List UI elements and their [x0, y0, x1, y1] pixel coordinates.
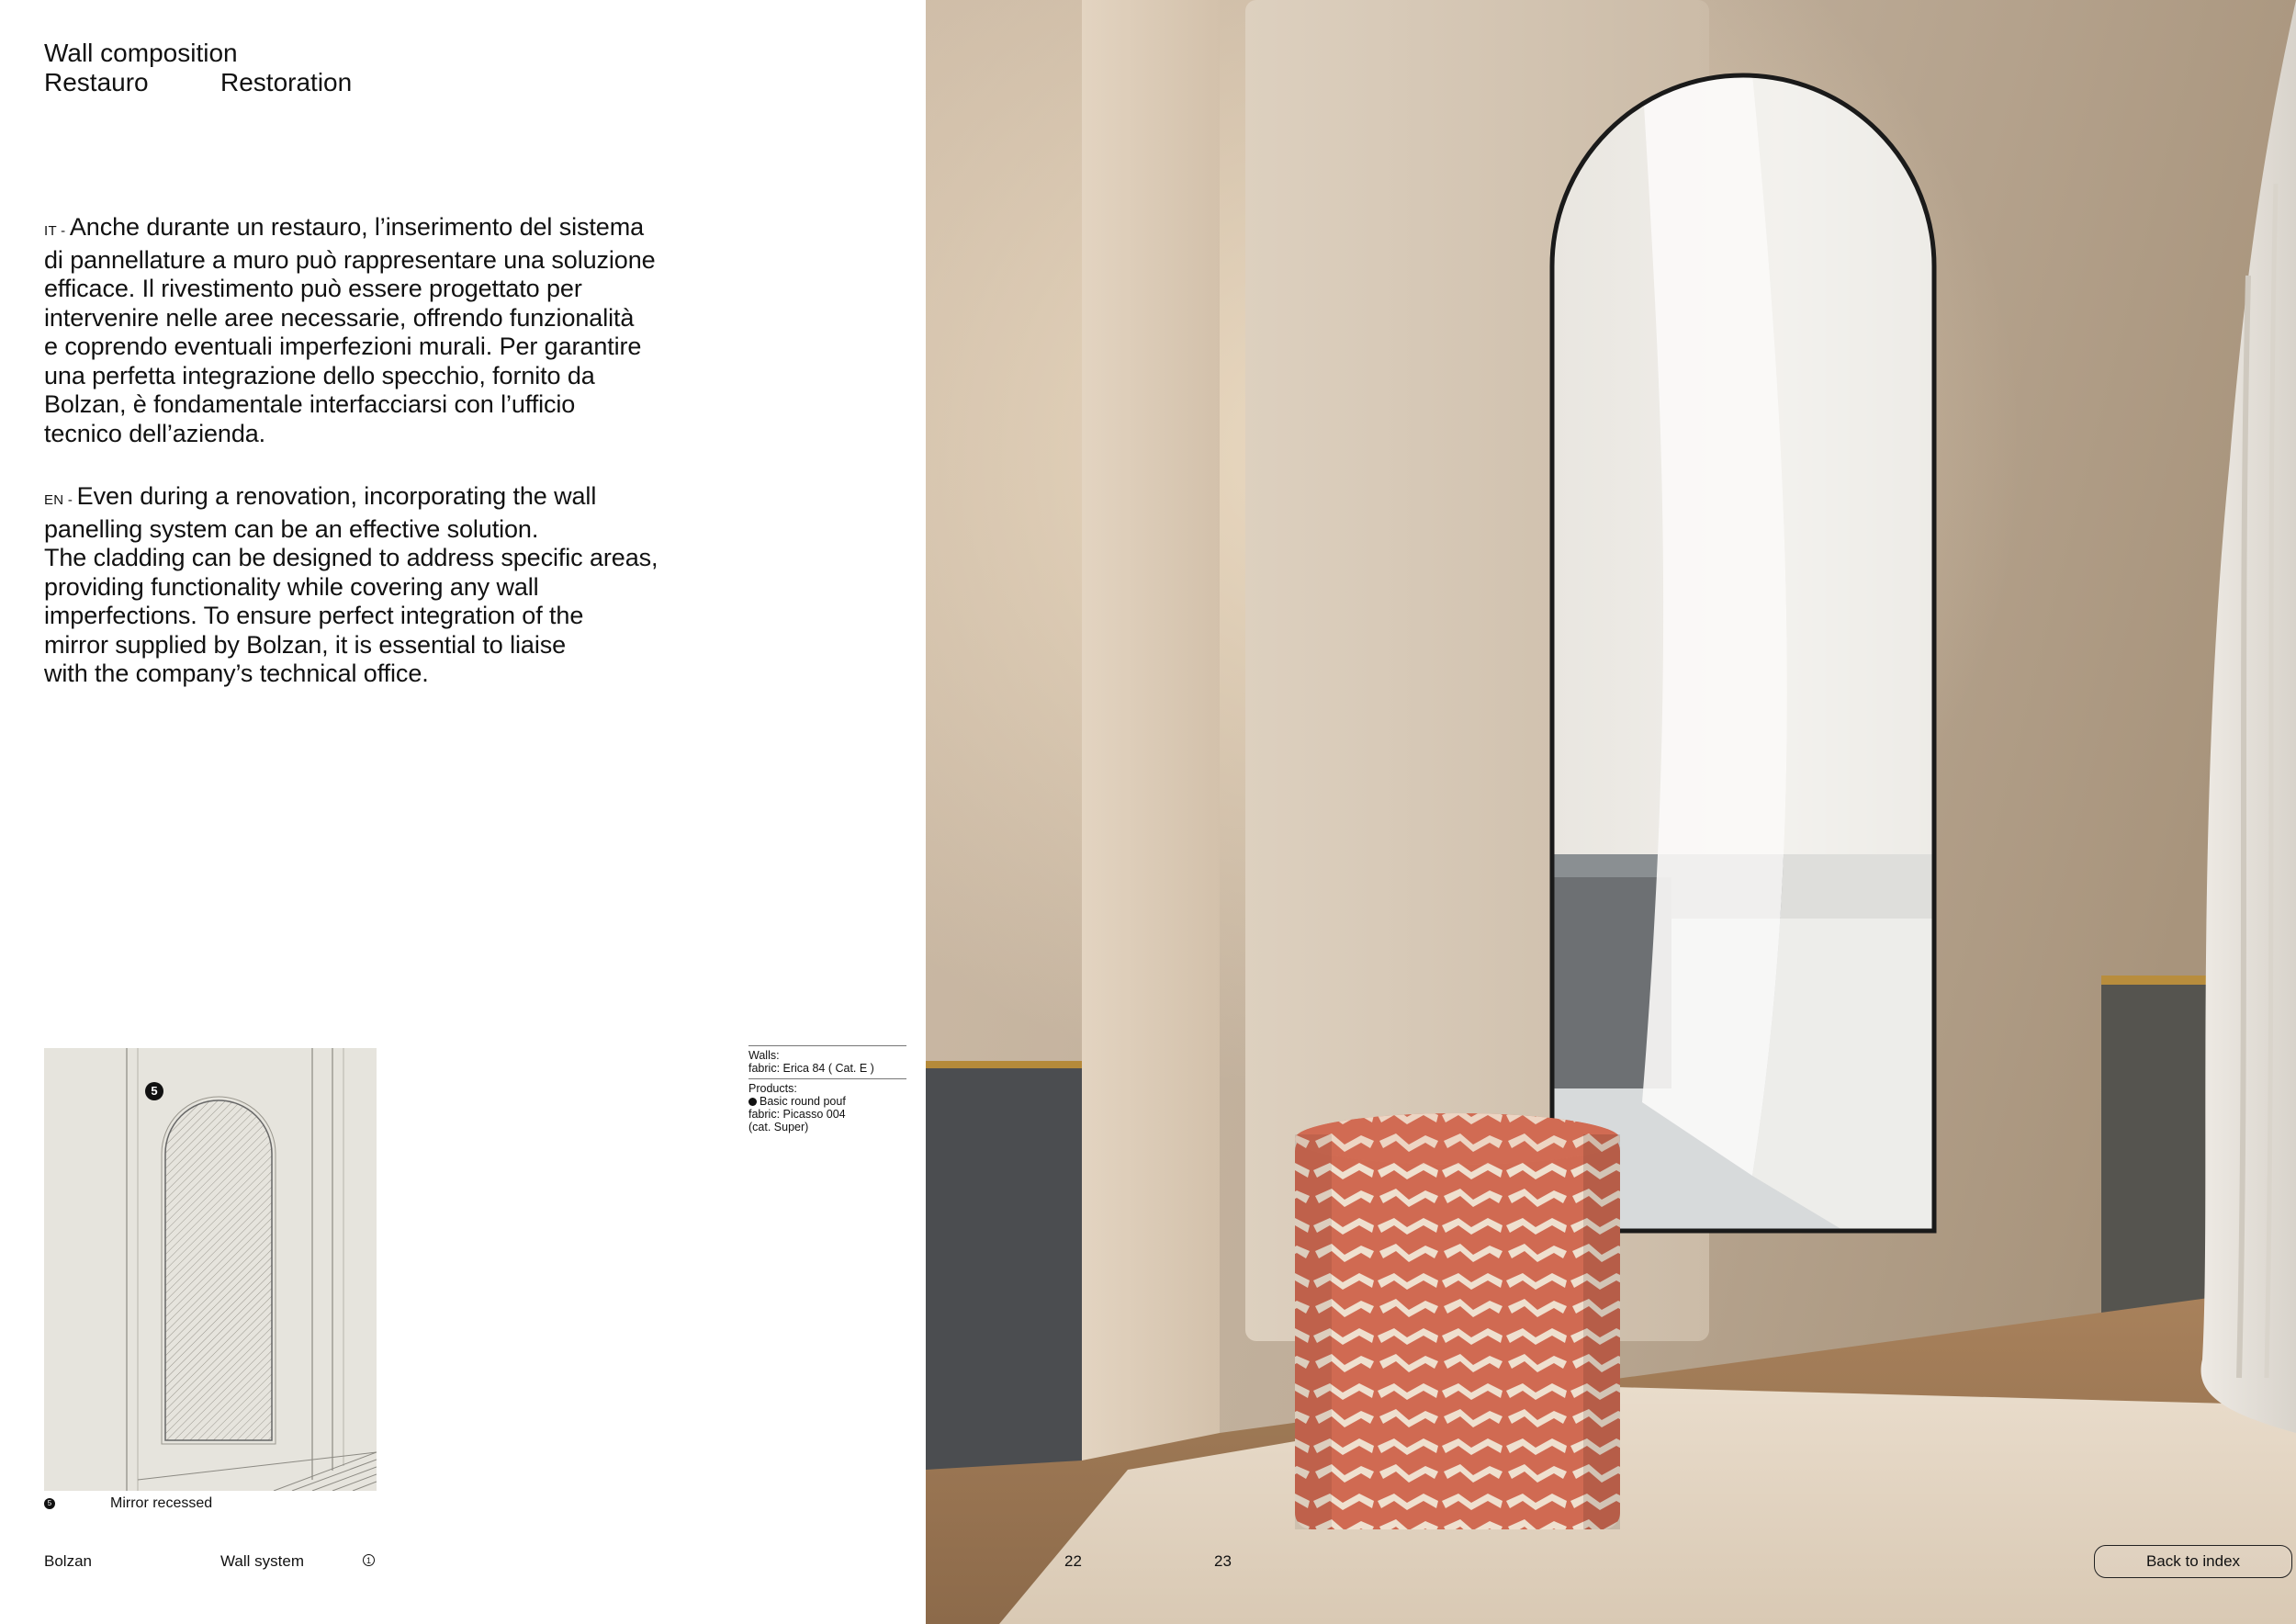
- subtitle-italian: Restauro: [44, 68, 149, 96]
- walls-label: Walls:: [748, 1049, 780, 1062]
- info-circle-icon[interactable]: 1: [363, 1554, 375, 1566]
- en-line: The cladding can be designed to address specific areas,: [44, 544, 658, 571]
- subtitles: [44, 68, 352, 96]
- it-line: intervenire nelle aree necessarie, offrendo funzionalità: [44, 303, 635, 332]
- italian-paragraph: [44, 213, 705, 448]
- interior-scene: [926, 0, 2296, 1624]
- back-to-index-button[interactable]: Back to index: [2094, 1545, 2292, 1578]
- it-line: una perfetta integrazione dello specchio, fornito da: [44, 361, 595, 389]
- en-line: mirror supplied by Bolzan, it is essential to liaise: [44, 630, 567, 659]
- it-line: Anche durante un restauro, l’inserimento del sistema: [69, 213, 645, 241]
- brand-name: Bolzan: [44, 1552, 92, 1570]
- en-line: with the company’s technical office.: [44, 660, 429, 687]
- english-paragraph: [44, 482, 705, 689]
- it-line: efficace. Il rivestimento può essere progettato per: [44, 275, 582, 302]
- caption-marker: 5: [44, 1498, 55, 1509]
- products-label: Products:: [748, 1082, 797, 1095]
- en-line: panelling system can be an effective solution.: [44, 514, 539, 543]
- mirror-recessed-illustration: [44, 1048, 377, 1491]
- it-line: tecnico dell’azienda.: [44, 419, 266, 447]
- illustration-caption: [44, 1495, 212, 1512]
- subtitle-english: Restoration: [220, 68, 353, 96]
- it-line: e coprendo eventuali imperfezioni murali. Per garantire: [44, 333, 642, 360]
- room-photo: [926, 0, 2296, 1624]
- filled-dot-icon: [748, 1098, 757, 1106]
- product-name: Basic round pouf: [760, 1095, 846, 1108]
- wall-drawing: [44, 1048, 377, 1491]
- mirror-marker-number: 5: [151, 1084, 158, 1098]
- caption-text: Mirror recessed: [110, 1495, 213, 1511]
- page-number-right: 23: [1214, 1552, 1232, 1570]
- en-line: imperfections. To ensure perfect integration of the: [44, 602, 584, 629]
- it-line: Bolzan, è fondamentale interfacciarsi con l’ufficio: [44, 390, 576, 418]
- en-line: Even during a renovation, incorporating the wall: [76, 482, 597, 510]
- lang-prefix-en: EN -: [44, 492, 77, 508]
- en-line: providing functionality while covering any wall: [44, 572, 539, 601]
- spec-notes: [748, 1045, 906, 1137]
- it-line: di pannellature a muro può rappresentare una soluzione: [44, 245, 656, 274]
- product-category: (cat. Super): [748, 1121, 809, 1133]
- walls-fabric: fabric: Erica 84 ( Cat. E ): [748, 1062, 874, 1075]
- page-number-left: 22: [1064, 1552, 1082, 1570]
- product-fabric: fabric: Picasso 004: [748, 1108, 846, 1121]
- section-title: Wall composition: [44, 39, 238, 67]
- catalog-section-label: Wall system: [220, 1552, 304, 1570]
- lang-prefix-it: IT -: [44, 223, 70, 239]
